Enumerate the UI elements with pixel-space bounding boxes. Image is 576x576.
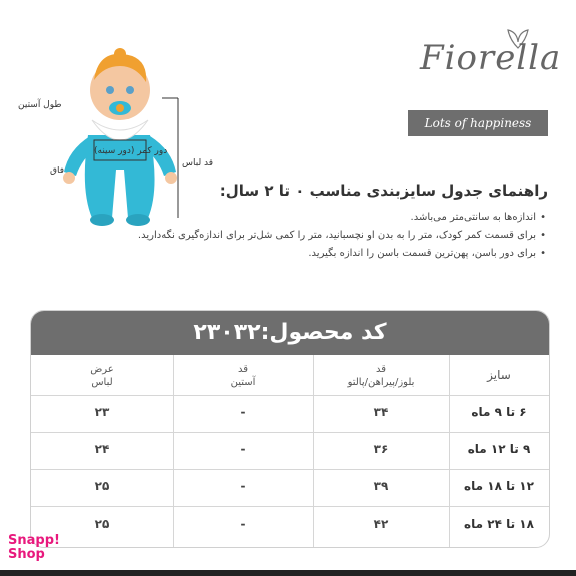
row-size: ۱۲ تا ۱۸ ماه [464,479,534,493]
row-sleeve: - [240,517,246,531]
row-size: ۱۸ تا ۲۴ ماه [464,517,534,531]
brand-logo: Fiorella [420,38,562,78]
label-sleeve-length: طول آستین [18,100,62,110]
row-sleeve: - [240,479,246,493]
row-size: ۶ تا ۹ ماه [471,405,527,419]
row-height: ۳۴ [373,405,389,419]
header-height-top: قد بلوز/پیراهن/پالتو [347,364,415,388]
row-size: ۹ تا ۱۲ ماه [467,442,531,456]
product-code: کد محصول:۲۳۰۳۲ [193,320,387,345]
snapp-shop-logo [8,534,78,562]
bottom-strip [0,570,576,576]
guide-note: اندازه‌ها به سانتی‌متر می‌باشد. • [411,212,536,223]
row-width: ۲۵ [94,517,110,531]
row-width: ۲۳ [94,405,110,419]
snapp-line1: Snapp! [8,533,60,548]
size-guide-title: راهنمای جدول سایزبندی مناسب ۰ تا ۲ سال: [219,182,548,200]
label-waist-chest: دور کمر (دور سینه) [94,146,168,156]
baby-illustration [50,40,190,230]
label-crotch: فاق [50,166,65,176]
row-width: ۲۴ [94,442,110,456]
label-garment-length: قد لباس [182,158,214,168]
row-sleeve: - [240,442,246,456]
row-height: ۳۶ [373,442,389,456]
guide-note: برای قسمت کمر کودک، متر را به بدن او نچسبانید، متر را کمی شل‌تر برای اندازه‌گیری نگه‌دارید. • [138,230,536,241]
guide-note: برای دور باسن، پهن‌ترین قسمت باسن را اندازه بگیرید. • [308,248,536,259]
header-width: عرض لباس [90,364,114,388]
row-height: ۳۹ [373,479,389,493]
size-table [30,310,550,548]
header-sleeve: قد آستین [230,364,256,388]
row-sleeve: - [240,405,246,419]
snapp-line2: Shop [8,547,45,562]
row-height: ۴۲ [373,517,389,531]
header-size: سایز [487,368,511,382]
row-width: ۲۵ [94,479,110,493]
brand-tagline: Lots of happiness [424,116,532,130]
